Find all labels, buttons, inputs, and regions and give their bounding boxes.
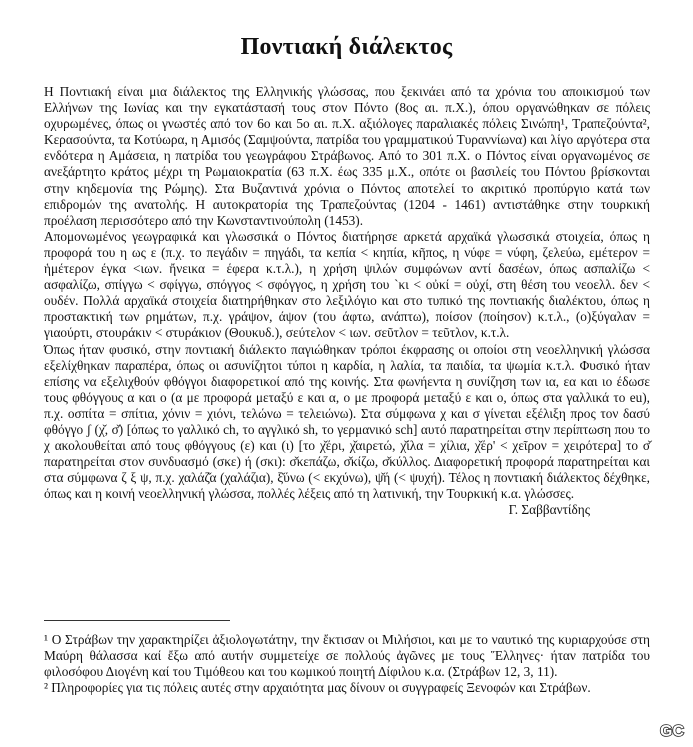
paragraph-1: Η Ποντιακή είναι μια διάλεκτος της Ελληνικής γλώσσας, που ξεκινάει από τα χρόνια του αποικισμού των Ελλήνων της Ιωνίας και την εγκατάστασή τους στον Πόντο (8ος αι. π.Χ.), όπου οργανώθηκαν σε πόλεις οχυρωμένες, όπως οι γνωστές από τον 6ο και 5ο αι. π.Χ. αξιόλογες παραλιακές πόλεις Σινώπη¹, Τραπεζούντα², Κερασούντα, τα Κοτύωρα, η Αμισός (Σαμψούντα, πατρίδα του γραμματικού Τυραννίωνα) και λίγο αργότερα στα ενδότερα η Αμάσεια, η πατρίδα του γεωγράφου Στράβωνος. Από το 301 π.Χ. ο Πόντος είναι οργανωμένος σε ανεξάρτητο κράτος μέχρι τη Ρωμαιοκρατία (63 π.Χ. έως 335 μ.Χ., οπότε οι βασιλείς του Πόντου βρίσκονται στην κηδεμονία της Ρώμης). Στα Βυζαντινά χρόνια ο Πόντος αποτελεί το ακριτικό προπύργιο κατά των επιδρομών της ανατολής. Η αυτοκρατορία της Τραπεζούντας (1204 - 1461) αντιστάθηκε στην τουρκική προέλαση περισσότερο από την Κωνσταντινούπολη (1453). (44, 84, 650, 228)
paragraph-2: Απομονωμένος γεωγραφικά και γλωσσικά ο Πόντος διατήρησε αρκετά αρχαϊκά γλωσσικά στοιχεία, όπως η προφορά του η ως ε (π.χ. το πεγάδιν = πηγάδι, τα κεπία < κηπία, κῆπος, η νύφε = νύφη, ζελεύω, εμέτερον = ἡμέτερον έγκα <ιων. ἤνεικα = έφερα κ.τ.λ.), η χρήση ψιλών συμφώνων αντί δασέων, όπως ασπαλίζω < ασφαλίζω, σπίγγω < σφίγγω, σπόγγος < σφόγγος, η χρήση του `κι < οὐκί = οὐχί, στη θέση του νεοελλ. δεν < ουδέν. Πολλά αρχαϊκά στοιχεία διατηρήθηκαν στο λεξιλόγιο και στο τυπικό της ποντιακής διαλέκτου, όπως η προστακτική των ρημάτων, π.χ. γράψον, άψον (του άφτω, ανάπτω), ποίσον (ποίησον) κ.τ.λ., (ο)ξύγαλαν = γιαούρτι, στουράκιν < στυράκιον (Θουκυδ.), σεύτελον < ιων. σεῦτλον = τεῦτλον, κ.τ.λ. (44, 228, 650, 341)
footnotes (44, 632, 650, 696)
page-title: Ποντιακή διάλεκτος (240, 34, 453, 60)
gc-logo-icon (655, 719, 689, 741)
logo-text: GC (660, 723, 684, 740)
footnote-1: ¹ Ο Στράβων την χαρακτηρίζει ἀξιολογωτάτην, την ἔκτισαν οι Μιλήσιοι, και με το ναυτικό της κυριαρχούσε στη Μαύρη θάλασσα καί ἔξω από αυτήν συμμετείχε σε πολλούς ἀγῶνες με τους Ἕλληνες· ήταν πατρίδα του φιλοσόφου Διογένη καί του Τιμόθεου και του κωμικού ποιητή Δίφιλου κ.α. (Στράβων 12, 3, 11). (44, 632, 650, 680)
article-body (44, 84, 650, 519)
paragraph-3: Όπως ήταν φυσικό, στην ποντιακή διάλεκτο παγιώθηκαν τρόποι έκφρασης οι οποίοι στη νεοελληνική γλώσσα εξελίχθηκαν παραπέρα, όπως οι ασυνίζητοι τύποι η καρδία, η λαλία, τα παιδία, τα ψωμία κ.τ.λ. Φυσικό ήταν επίσης να εξελιχθούν φθόγγοι διαφορετικοί από της κοινής. Στα φωνήεντα η συνίζηση των ια, εα και ιο έδωσε τους φθόγγους α και ο (α με προφορά μεταξύ ε και α, ο με προφορά μεταξύ ε και ο, όπως στα γαλλικά το eu), π.χ. οσπίτα = σπίτια, χόνιν = χιόνι, τελώνω = τελειώνω). Στα σύμφωνα χ και σ γίνεται εξέλιξη προς τον δασύ φθόγγο ʃ (χ̌, σ̌) [όπως το γαλλικό ch, το αγγλικό sh, το γερμανικό sch] αυτό παρατηρείται στην περίπτωση που το χ ακολουθείται από τους φθόγγους (ε) και (ι) [το χ̌έρι, χ̌αιρετώ, χ̌ίλα = χίλια, χ̌έρ' < χεῖρον = χειρότερα] το σ̌ παρατηρείται στον συνδυασμό (σκε) ή (σκι): σ̌κεπάζω, σ̌κίζω, σ̌κύλλος. Διαφορετική προφορά παρατηρείται και στα σύμφωνα ζ ξ ψ, π.χ. χαλάζ̌α (χαλάζια), ξ̌ύνω (< εκχύνω), ψ̌ή (< ψυχή). Τέλος η ποντιακή διάλεκτος δέχθηκε, όπως και η κοινή νεοελληνική γλώσσα, πολλές λέξεις από τη λατινική, την Τουρκική κ.α. γλώσσες. (44, 341, 650, 502)
author-signature: Γ. Σαββαντίδης (508, 502, 590, 518)
footnote-2: ² Πληροφορίες για τις πόλεις αυτές στην αρχαιότητα μας δίνουν οι συγγραφείς Ξενοφών και Στράβων. (44, 680, 591, 696)
footnote-divider (44, 620, 230, 621)
